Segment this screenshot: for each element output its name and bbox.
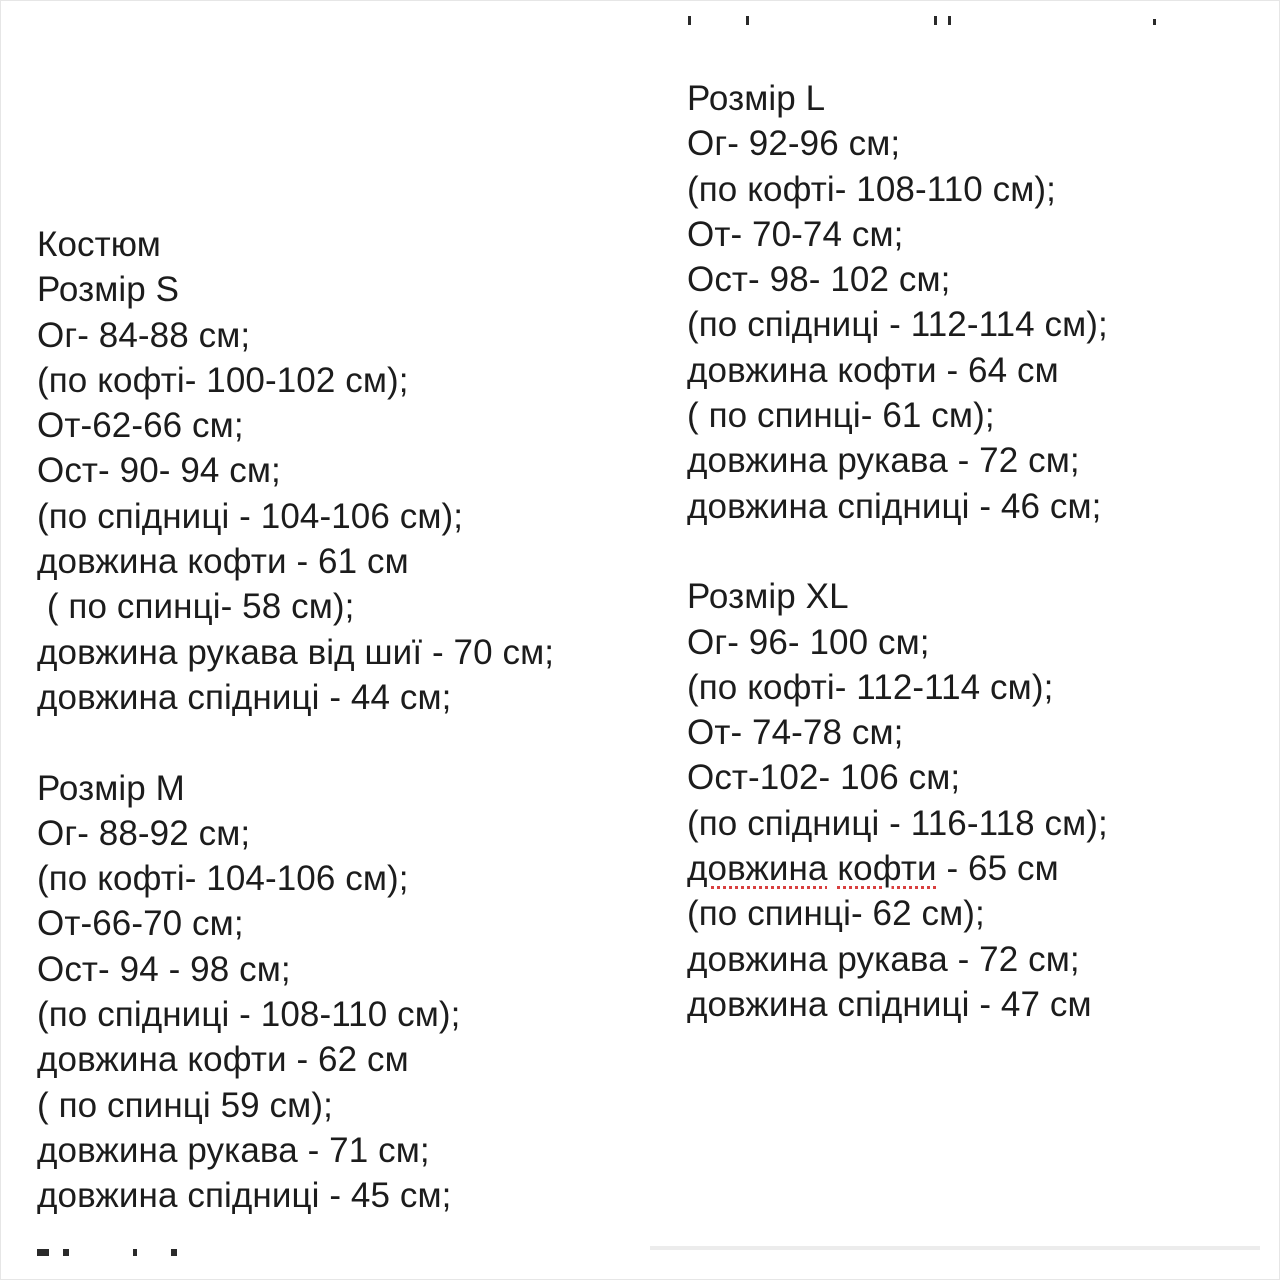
left-column: [37, 222, 657, 1219]
size-s-line: ( по спинці- 58 см);: [37, 587, 355, 627]
size-m-heading: Розмір M: [37, 768, 185, 808]
size-m-line: (по спідниці - 108-110 см);: [37, 995, 461, 1035]
size-s-line: довжина спідниці - 44 см;: [37, 677, 452, 717]
size-s-heading: Розмір S: [37, 270, 180, 310]
spellcheck-underlined-word: довжина: [687, 849, 828, 889]
size-xl-line: Ог- 96- 100 см;: [687, 622, 930, 662]
size-l-heading: Розмір L: [687, 79, 826, 118]
size-xl-line: (по спідниці - 116-118 см);: [687, 803, 1108, 843]
size-xl-line-spellchecked: [687, 846, 1280, 891]
size-s-line: Ост- 90- 94 см;: [37, 451, 281, 491]
cropped-text-fragment-top: [686, 0, 1166, 28]
size-xl-line: От- 74-78 см;: [687, 713, 904, 753]
size-l-line: От- 70-74 см;: [687, 214, 904, 254]
size-s-line: довжина рукава від шиї - 70 см;: [37, 632, 555, 672]
size-l-line: довжина кофти - 64 см: [687, 350, 1059, 390]
size-s-line: довжина кофти - 61 см: [37, 542, 409, 582]
size-m-line: ( по спинці 59 см);: [37, 1085, 333, 1125]
size-xl-line: довжина спідниці - 47 см: [687, 984, 1092, 1024]
size-m-line: довжина кофти - 62 см: [37, 1040, 409, 1080]
size-m-line: Ог- 88-92 см;: [37, 813, 251, 853]
size-l-line: ( по спинці- 61 см);: [687, 396, 995, 436]
right-column: [687, 76, 1280, 1027]
size-xl-line: (по кофті- 112-114 см);: [687, 667, 1054, 707]
size-l-line: (по спідниці - 112-114 см);: [687, 305, 1108, 345]
section-spacer: [37, 720, 657, 765]
bottom-divider: [650, 1246, 1260, 1250]
size-m-line: (по кофті- 104-106 см);: [37, 859, 409, 899]
size-s-line: Ог- 84-88 см;: [37, 315, 251, 355]
document-title: Костюм: [37, 225, 161, 264]
size-l-line: довжина рукава - 72 см;: [687, 441, 1080, 481]
size-s-line: (по кофті- 100-102 см);: [37, 360, 409, 400]
spellcheck-underlined-word: кофти: [837, 849, 937, 889]
size-xl-heading: Розмір XL: [687, 577, 849, 617]
size-l-line: (по кофті- 108-110 см);: [687, 169, 1056, 209]
section-spacer: [687, 529, 1280, 574]
size-xl-line: Ост-102- 106 см;: [687, 758, 961, 798]
size-xl-line: довжина рукава - 72 см;: [687, 939, 1080, 979]
size-xl-line-rest: - 65 см: [936, 849, 1059, 889]
size-m-line: довжина рукава - 71 см;: [37, 1130, 430, 1170]
size-s-line: От-62-66 см;: [37, 406, 244, 446]
size-m-line: Ост- 94 - 98 см;: [37, 949, 291, 989]
size-l-line: довжина спідниці - 46 см;: [687, 486, 1102, 526]
size-l-line: Ог- 92-96 см;: [687, 124, 901, 164]
size-m-line: От-66-70 см;: [37, 904, 244, 944]
size-l-line: Ост- 98- 102 см;: [687, 260, 951, 300]
size-xl-line: (по спинці- 62 см);: [687, 894, 985, 934]
size-s-line: (по спідниці - 104-106 см);: [37, 496, 464, 536]
size-m-line: довжина спідниці - 45 см;: [37, 1176, 452, 1216]
cropped-text-fragment-bottom: [37, 1246, 217, 1260]
